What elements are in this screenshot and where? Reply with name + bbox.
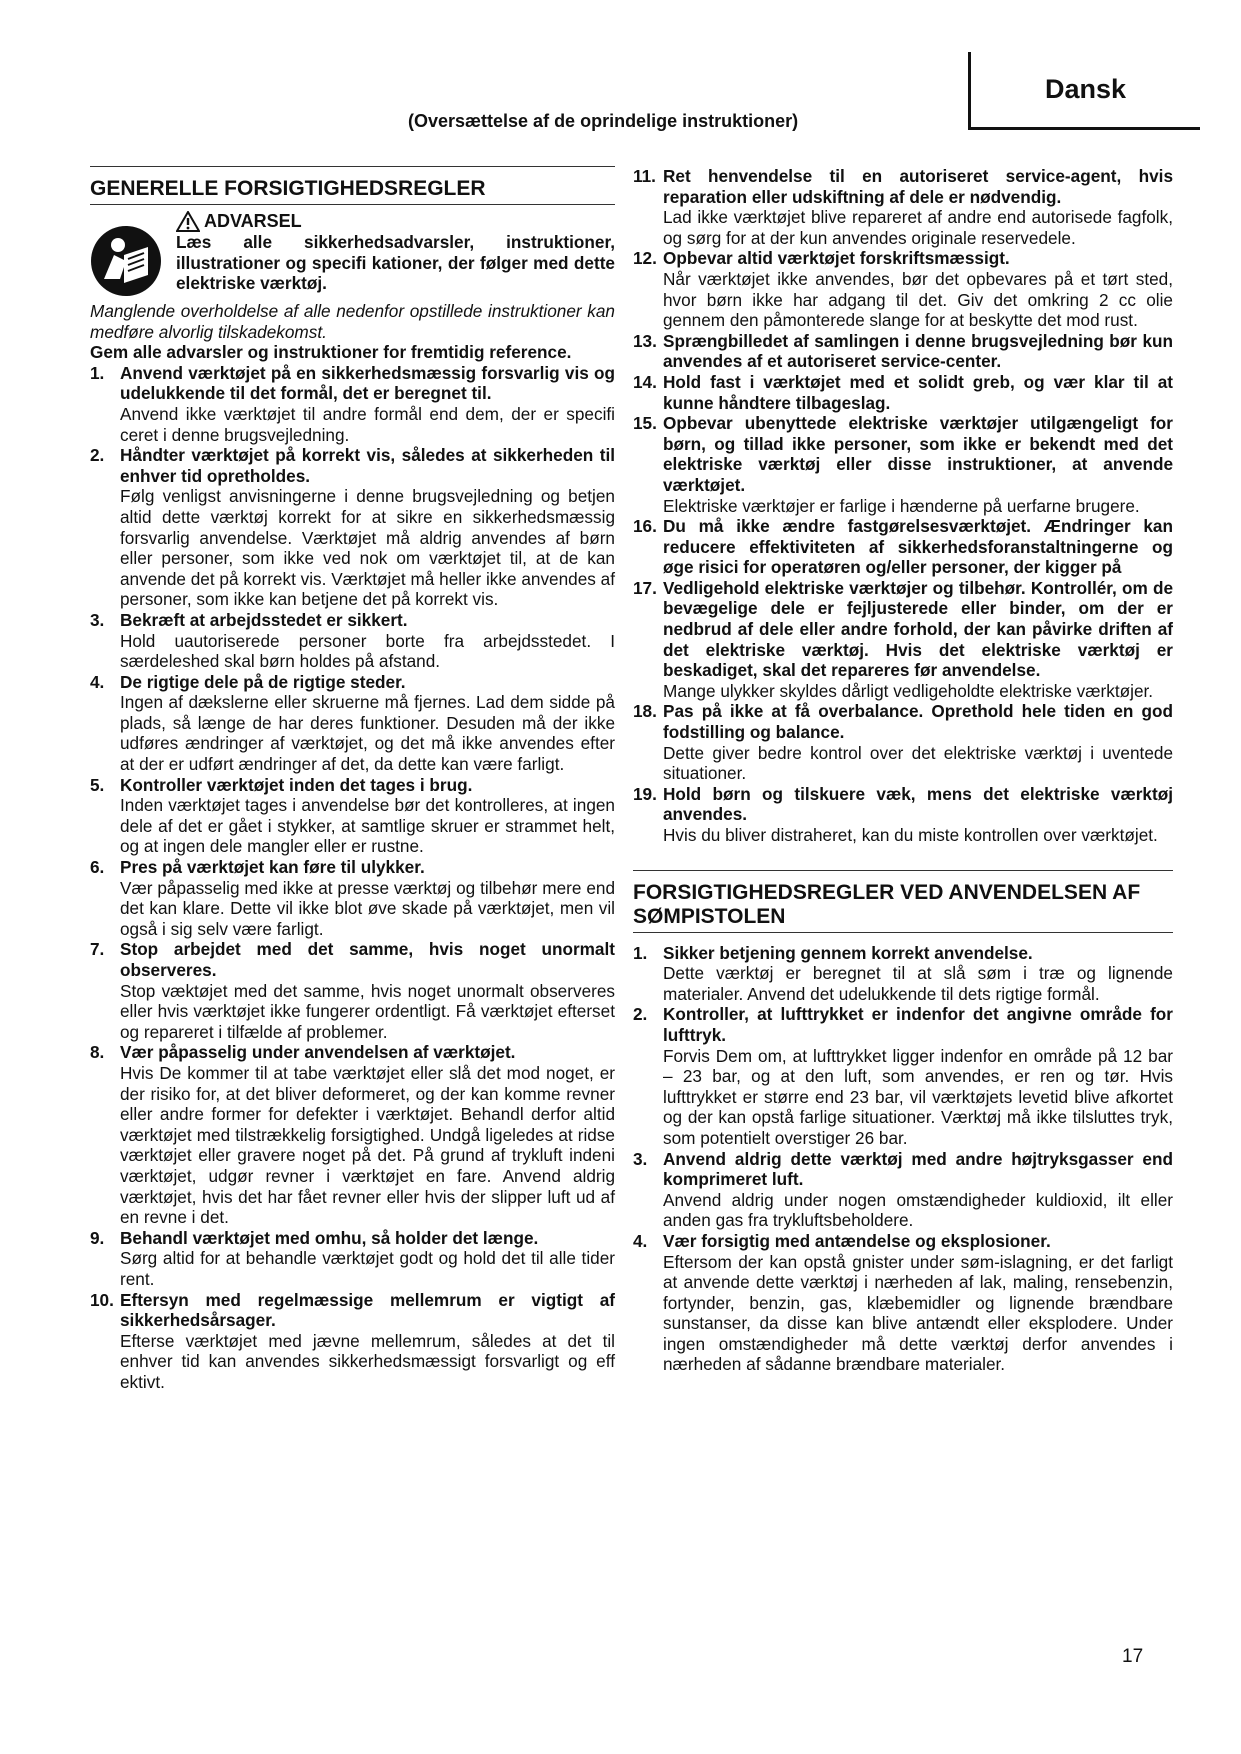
section-rule bbox=[633, 870, 1173, 871]
warning-block bbox=[90, 211, 615, 297]
intro-bold: Gem alle advarsler og instruktioner for fremtidig reference. bbox=[90, 342, 572, 363]
item-number: 13. bbox=[633, 330, 657, 351]
item-heading: Vær forsigtig med antændelse og eksplosioner. bbox=[663, 1230, 1051, 1251]
item-number: 11. bbox=[633, 166, 656, 186]
item-heading: Anvend værktøjet på en sikkerhedsmæssig forsvarlig vis og udelukkende til det formål, det er beregnet til. bbox=[120, 362, 615, 404]
intro-italic: Manglende overholdelse af alle nedenfor opstillede instruktioner kan medføre alvorlig tilskadekomst. bbox=[90, 301, 615, 342]
item-heading: Sprængbilledet af samlingen i denne brugsvejledning bør kun anvendes af et autoriseret service-center. bbox=[663, 330, 1173, 372]
item-number: 4. bbox=[90, 671, 105, 692]
item-number: 10. bbox=[90, 1289, 114, 1310]
list-item bbox=[90, 1042, 615, 1227]
list-item bbox=[90, 363, 615, 445]
item-number: 4. bbox=[633, 1230, 648, 1251]
list-item bbox=[633, 784, 1173, 846]
item-body: Dette værktøj er beregnet til at slå søm i træ og lignende materialer. Anvend det udelukkende til dets rigtige formål. bbox=[663, 963, 1173, 1004]
list-item bbox=[90, 939, 615, 1042]
item-heading: De rigtige dele på de rigtige steder. bbox=[120, 671, 406, 692]
item-heading: Hold børn og tilskuere væk, mens det elektriske værktøj anvendes. bbox=[663, 783, 1173, 825]
warning-heading bbox=[176, 211, 615, 232]
translation-subtitle: (Oversættelse af de oprindelige instruktioner) bbox=[408, 111, 799, 131]
item-heading: Opbevar ubenyttede elektriske værktøjer utilgængeligt for børn, og tillad ikke personer, som ikke er bekendt med det elektriske værktøj eller disse instruktioner, at anvende værktøjet. bbox=[663, 413, 1173, 495]
item-heading: Opbevar altid værktøjet forskriftsmæssigt. bbox=[663, 248, 1010, 269]
read-manual-icon bbox=[90, 225, 162, 297]
section-title-nailer: FORSIGTIGHEDSREGLER VED ANVENDELSEN AF SØMPISTOLEN bbox=[633, 881, 1173, 933]
list-item bbox=[633, 701, 1173, 783]
item-heading: Hold fast i værktøjet med et solidt greb, og vær klar til at kunne håndtere tilbageslag. bbox=[663, 371, 1173, 413]
item-body: Mange ulykker skyldes dårligt vedligeholdte elektriske værktøjer. bbox=[663, 680, 1154, 701]
language-tab bbox=[968, 52, 1200, 130]
page-number: 17 bbox=[1122, 1646, 1144, 1667]
item-heading: Vær påpasselig under anvendelsen af værktøjet. bbox=[120, 1042, 516, 1063]
item-heading: Eftersyn med regelmæssige mellemrum er vigtigt af sikkerhedsårsager. bbox=[120, 1289, 615, 1331]
item-body: Efterse værktøjet med jævne mellemrum, således at det til enhver tid kan anvendes sikkerhedsmæssigt forsvarligt og eff ektivt. bbox=[120, 1330, 615, 1392]
item-number: 1. bbox=[633, 942, 648, 963]
list-item bbox=[633, 578, 1173, 702]
item-body: Eftersom der kan opstå gnister under søm-islagning, er det farligt at anvende dette værktøj i nærheden af lak, maling, rensebenzin, fortynder, benzin, gas, klæbemidler og lignende brændbare sunstanser, da disse kan blive antændt eller eksplodere. Under ingen omstændigheder må dette værktøj derfor anvendes i nærheden af sådanne brændbare materialer. bbox=[663, 1251, 1173, 1375]
item-heading: Pres på værktøjet kan føre til ulykker. bbox=[120, 857, 425, 878]
item-heading: Kontroller, at lufttrykket er indenfor det angivne område for lufttryk. bbox=[663, 1004, 1173, 1045]
item-number: 12. bbox=[633, 248, 657, 269]
item-body: Følg venligst anvisningerne i denne brugsvejledning og betjen altid dette værktøj korrekt for at sikre en sikkerhedsmæssig forsvarlig anvendelse. Værktøjet må aldrig anvendes af børn eller personer, som ikke ved nok om værktøjet til, at de kan anvende det på korrekt vis. Værktøjet må heller ikke anvendes af personer, som ikke kan betjene det på korrekt vis. bbox=[120, 486, 615, 610]
item-body: Forvis Dem om, at lufttrykket ligger indenfor en område på 12 bar – 23 bar, og at den luft, som anvendes, er ren og tør. Hvis lufttrykket er større end 23 bar, vil værktøjets levetid blive afkortet og der kan opstå farlige situationer. Værktøj må ikke tilsluttes tryk, som potentielt overstiger 26 bar. bbox=[663, 1045, 1173, 1148]
list-item bbox=[90, 857, 615, 939]
list-item bbox=[90, 775, 615, 857]
item-number: 3. bbox=[633, 1148, 648, 1169]
section-title-general: GENERELLE FORSIGTIGHEDSREGLER bbox=[90, 177, 615, 205]
section-rule bbox=[90, 166, 615, 167]
item-body: Anvend ikke værktøjet til andre formål end dem, der er specifi ceret i denne brugsvejledning. bbox=[120, 403, 615, 445]
item-body: Dette giver bedre kontrol over det elektriske værktøj i uventede situationer. bbox=[663, 742, 1173, 784]
list-item bbox=[90, 1228, 615, 1290]
left-column bbox=[90, 166, 615, 1392]
list-item bbox=[633, 943, 1173, 1005]
item-body: Sørg altid for at behandle værktøjet godt og hold det til alle tider rent. bbox=[120, 1248, 615, 1289]
item-number: 16. bbox=[633, 516, 657, 537]
item-body: Lad ikke værktøjet blive repareret af andre end autorisede fagfolk, og sørg for at der kun anvendes originale reservedele. bbox=[663, 207, 1173, 248]
nailer-rules-list bbox=[633, 943, 1173, 1375]
list-item bbox=[633, 413, 1173, 516]
item-body: Vær påpasselig med ikke at presse værktøj og tilbehør mere end det kan klare. Dette vil ikke blot øve skade på værktøjet, men vil også i sig selv være farligt. bbox=[120, 877, 615, 939]
item-number: 14. bbox=[633, 371, 657, 392]
item-number: 1. bbox=[90, 362, 105, 383]
list-item bbox=[90, 610, 615, 672]
item-heading: Kontroller værktøjet inden det tages i brug. bbox=[120, 774, 473, 795]
item-heading: Pas på ikke at få overbalance. Oprethold hele tiden en god fodstilling og balance. bbox=[663, 701, 1173, 743]
language-label: Dansk bbox=[1045, 74, 1127, 104]
right-column bbox=[633, 166, 1173, 1375]
item-heading: Stop arbejdet med det samme, hvis noget unormalt observeres. bbox=[120, 939, 615, 980]
item-number: 9. bbox=[90, 1227, 105, 1248]
warning-body bbox=[176, 211, 615, 297]
item-body: Stop væktøjet med det samme, hvis noget unormalt observeres eller hvis værktøjet ikke fungerer ordentligt. Få værktøjet efterset og repareret i tilfælde af problemer. bbox=[120, 980, 615, 1042]
item-heading: Sikker betjening gennem korrekt anvendelse. bbox=[663, 942, 1033, 963]
list-item bbox=[90, 1290, 615, 1393]
general-rules-list-continued bbox=[633, 166, 1173, 846]
warning-triangle-icon bbox=[176, 211, 200, 232]
list-item bbox=[633, 248, 1173, 330]
list-item bbox=[633, 1149, 1173, 1231]
item-body: Hvis De kommer til at tabe værktøjet eller slå det mod noget, er der risiko for, at det bliver deformeret, og der kan komme revner eller andre former for defekter i værktøjet. Behandl derfor altid værktøjet med tilstrækkelig forsigtighed. Undgå ligeledes at ridse værktøjet eller gravere noget på det. På grund af trykluft indeni værktøjet, udgør revner i værktøjet en fare. Anvend aldrig værktøjet, hvis det har fået revner eller hvis der slipper luft ud af en revne i det. bbox=[120, 1062, 615, 1228]
item-heading: Ret henvendelse til en autoriseret service-agent, hvis reparation eller udskiftning af dele er nødvendig. bbox=[663, 166, 1173, 207]
list-item bbox=[633, 372, 1173, 413]
item-body: Elektriske værktøjer er farlige i hænderne på uerfarne brugere. bbox=[663, 495, 1140, 516]
item-number: 2. bbox=[633, 1004, 648, 1025]
list-item bbox=[633, 1004, 1173, 1148]
item-heading: Bekræft at arbejdsstedet er sikkert. bbox=[120, 609, 408, 630]
item-body: Anvend aldrig under nogen omstændigheder kuldioxid, ilt eller anden gas fra trykluftsbeholdere. bbox=[663, 1189, 1173, 1231]
warning-label: ADVARSEL bbox=[204, 211, 302, 232]
list-item bbox=[633, 166, 1173, 248]
item-number: 3. bbox=[90, 609, 105, 630]
list-item bbox=[90, 445, 615, 610]
item-number: 18. bbox=[633, 701, 657, 722]
list-item bbox=[633, 1231, 1173, 1375]
warning-text: Læs alle sikkerhedsadvarsler, instruktioner, illustrationer og specifi kationer, der følger med dette elektriske værktøj. bbox=[176, 232, 615, 294]
item-number: 15. bbox=[633, 413, 657, 434]
item-heading: Behandl værktøjet med omhu, så holder det længe. bbox=[120, 1227, 539, 1248]
item-number: 17. bbox=[633, 577, 657, 598]
item-number: 2. bbox=[90, 445, 105, 466]
item-body: Ingen af dækslerne eller skruerne må fjernes. Lad dem sidde på plads, så længe de har deres funktioner. Desuden må der ikke udføres ændringer af værktøjet, og det må ikke anvendes efter at der er udført ændringer af det, da dette kan være farligt. bbox=[120, 692, 615, 775]
item-heading: Håndter værktøjet på korrekt vis, således at sikkerheden til enhver tid opretholdes. bbox=[120, 445, 615, 486]
item-body: Når værktøjet ikke anvendes, bør det opbevares på et tørt sted, hvor børn ikke har adgang til det. Giv det omkring 2 cc olie gennem den påmonterede slange for at beskytte det mod rust. bbox=[663, 268, 1173, 331]
item-heading: Anvend aldrig dette værktøj med andre højtryksgasser end komprimeret luft. bbox=[663, 1148, 1173, 1190]
item-number: 8. bbox=[90, 1042, 105, 1063]
item-number: 7. bbox=[90, 939, 105, 960]
list-item bbox=[633, 516, 1173, 578]
item-number: 5. bbox=[90, 774, 105, 795]
general-rules-list bbox=[90, 363, 615, 1393]
list-item bbox=[90, 672, 615, 775]
item-number: 6. bbox=[90, 857, 105, 878]
list-item bbox=[633, 331, 1173, 372]
item-heading: Vedligehold elektriske værktøjer og tilbehør. Kontrollér, om de bevægelige dele er fejljusterede eller binder, om der er nedbrud af dele eller andre forhold, der kan påvirke driften af det elektriske værktøj. Hvis det elektriske værktøj er beskadiget, skal det repareres før anvendelse. bbox=[663, 577, 1173, 681]
item-number: 19. bbox=[633, 783, 657, 804]
item-body: Inden værktøjet tages i anvendelse bør det kontrolleres, at ingen dele af det er gået i stykker, at samtlige skruer er strammet helt, og at ingen dele mangler eller er rustne. bbox=[120, 795, 615, 857]
item-body: Hold uautoriserede personer borte fra arbejdsstedet. I særdeleshed skal børn holdes på afstand. bbox=[120, 630, 615, 672]
item-body: Hvis du bliver distraheret, kan du miste kontrollen over værktøjet. bbox=[663, 825, 1158, 845]
item-heading: Du må ikke ændre fastgørelsesværktøjet. Ændringer kan reducere effektiviteten af sikkerhedsforanstaltningerne og øge risici for operatøren og/eller personer, der kigger på bbox=[663, 516, 1173, 578]
